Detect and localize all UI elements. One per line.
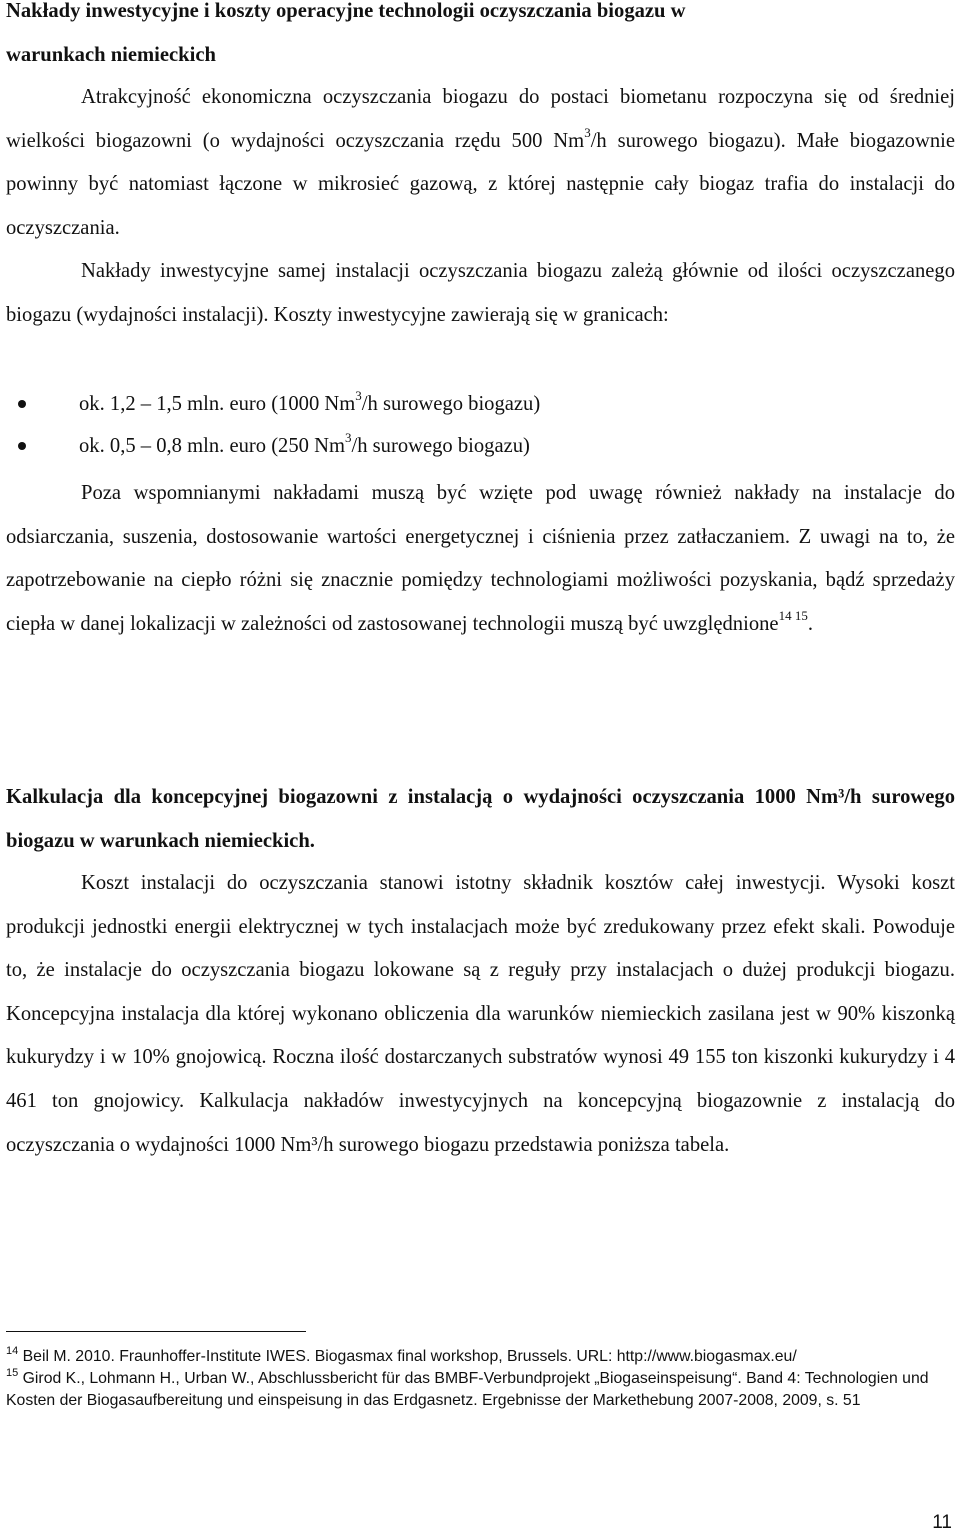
bullet-item-1-sup: 3 [355, 388, 362, 404]
footnote-15 [6, 1368, 946, 1412]
bullet-dot-icon [18, 400, 26, 408]
paragraph-2: Nakłady inwestycyjne samej instalacji oczyszczania biogazu zależą głównie od ilości oczyszczanego biogazu (wydajności instalacji). Koszty inwestycyjne zawierają się w granicach: [6, 260, 955, 326]
footnote-divider [6, 1331, 306, 1332]
bullet-list [6, 383, 906, 467]
footnote-15-text: Girod K., Lohmann H., Urban W., Abschlussbericht für das BMBF-Verbundprojekt „Biogaseinspeisung“. Band 4: Technologien und Kosten der Biogasaufbereitung und einspeisung in das Erdgasnetz. Ergebnisse der Markethebung 2007-2008, 2009, s. 51 [6, 1370, 929, 1410]
footnote-14-text: Beil M. 2010. Fraunhoffer-Institute IWES. Biogasmax final workshop, Brussels. URL: http://www.biogasmax.eu/ [18, 1348, 797, 1365]
calculation-heading: Kalkulacja dla koncepcyjnej biogazowni z instalacją o wydajności oczyszczania 1000 Nm³/h surowego biogazu w warunkach niemieckich. [6, 786, 955, 852]
footnotes [6, 1346, 946, 1413]
footnote-ref-14-15: 14 15 [778, 607, 808, 623]
footnote-14-number: 14 [6, 1344, 19, 1357]
section-title-line2: warunkach niemieckich [6, 43, 216, 66]
paragraph-1 [6, 76, 955, 250]
paragraph-3 [6, 472, 955, 646]
section-title-line1: Nakłady inwestycyjne i koszty operacyjne technologii oczyszczania biogazu w [6, 0, 686, 22]
bullet-item-1-text-b: /h surowego biogazu) [361, 393, 541, 415]
bullet-item-2-sup: 3 [344, 430, 352, 446]
paragraph-3-end: . [807, 612, 813, 635]
bullet-item-1 [6, 383, 906, 425]
bullet-item-2-text-b: /h surowego biogazu) [351, 435, 530, 457]
bullet-item-1-text-a: ok. 1,2 – 1,5 mln. euro (1000 Nm [79, 393, 356, 415]
footnote-15-number: 15 [6, 1366, 19, 1379]
superscript-3: 3 [584, 124, 591, 140]
paragraph-1-text-a: Atrakcyjność ekonomiczna oczyszczania biogazu do postaci biometanu rozpoczyna się od średniej wielkości biogazowni (o wydajności oczyszczania rzędu 500 Nm [6, 86, 955, 152]
paragraph-4: Koszt instalacji do oczyszczania stanowi istotny składnik kosztów całej inwestycji. Wysoki koszt produkcji jednostki energii elektrycznej w tych instalacjach może być zredukowany przez efekt skali. Powoduje to, że instalacje do oczyszczania biogazu lokowane są z reguły przy instalacjach o dużej produkcji biogazu. Koncepcyjna instalacja dla której wykonano obliczenia dla warunków niemieckich zasilana jest w 90% kiszonką kukurydzy i w 10% gnojowicą. Roczna ilość dostarczanych substratów wynosi 49 155 ton kiszonki kukurydzy i 4 461 ton gnojowicy. Kalkulacja nakładów inwestycyjnych na koncepcyjną biogazownie z instalacją do oczyszczania o wydajności 1000 Nm³/h surowego biogazu przedstawia poniższa tabela. [6, 872, 955, 1156]
bullet-dot-icon [18, 442, 26, 450]
footnote-14 [6, 1346, 946, 1368]
paragraph-3-text: Poza wspomnianymi nakładami muszą być wzięte pod uwagę również nakłady na instalacje do odsiarczania, suszenia, dostosowanie wartości energetycznej i ciśnienia przez zatłaczaniem. Z uwagi na to, że zapotrzebowanie na ciepło różni się znacznie pomiędzy technologiami możliwości pozyskania, bądź sprzedaży ciepła w danej lokalizacji w zależności od zastosowanej technologii muszą być uwzględnione [6, 482, 955, 635]
page-number: 11 [932, 1512, 952, 1533]
bullet-item-2 [6, 425, 906, 467]
bullet-item-2-text-a: ok. 0,5 – 0,8 mln. euro (250 Nm [79, 435, 345, 457]
section-title [6, 0, 955, 77]
paragraph-1-text-b: /h surowego biogazu). Małe biogazownie powinny być natomiast łączone w mikrosieć gazową, z której następnie cały biogaz trafia do instalacji do oczyszczania. [6, 129, 955, 239]
